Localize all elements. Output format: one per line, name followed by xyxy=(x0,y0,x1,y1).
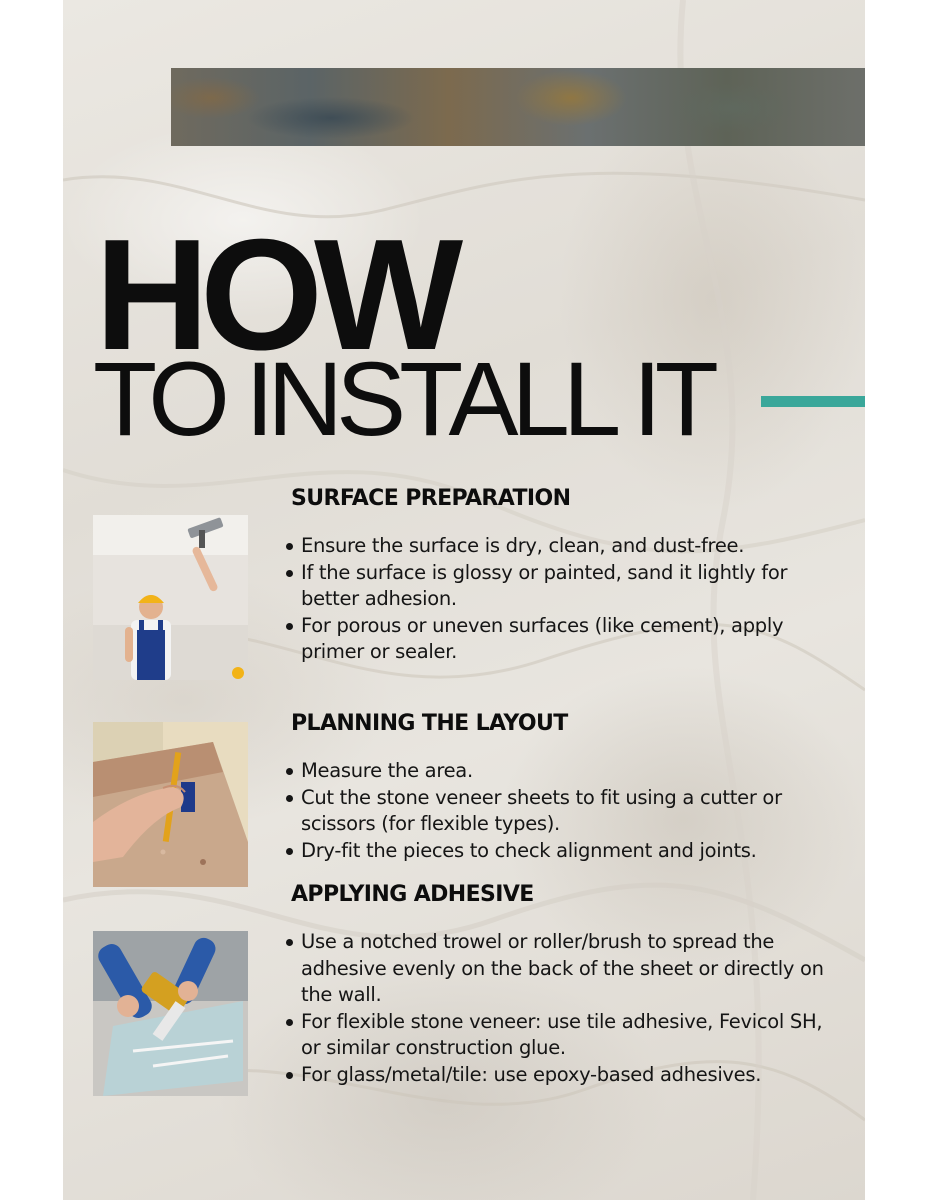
list-item: For glass/metal/tile: use epoxy-based adhesives. xyxy=(283,1062,843,1089)
list-item: Use a notched trowel or roller/brush to spread the adhesive evenly on the back of the sheet or directly on the wall. xyxy=(283,929,843,1009)
slate-stone-banner xyxy=(171,68,865,146)
hand-marking-wall-with-pencil-photo xyxy=(93,722,248,887)
section-heading-applying-adhesive: APPLYING ADHESIVE xyxy=(291,882,534,907)
list-item: Ensure the surface is dry, clean, and dust-free. xyxy=(283,533,843,560)
planning-layout-list xyxy=(283,758,843,864)
applying-adhesive-list xyxy=(283,929,843,1088)
list-item: If the surface is glossy or painted, sand it lightly for better adhesion. xyxy=(283,560,843,613)
list-item: Dry-fit the pieces to check alignment and joints. xyxy=(283,838,843,865)
worker-plastering-ceiling-photo xyxy=(93,515,248,680)
list-item: For porous or uneven surfaces (like cement), apply primer or sealer. xyxy=(283,613,843,666)
accent-line xyxy=(761,396,865,407)
list-item: For flexible stone veneer: use tile adhesive, Fevicol SH, or similar construction glue. xyxy=(283,1009,843,1062)
surface-preparation-list xyxy=(283,533,843,666)
caulk-gun-applying-adhesive-photo xyxy=(93,931,248,1096)
title-line-how: HOW xyxy=(95,207,455,383)
title-line-install: TO INSTALL IT xyxy=(93,341,712,458)
document-page xyxy=(63,0,865,1200)
list-item: Cut the stone veneer sheets to fit using a cutter or scissors (for flexible types). xyxy=(283,785,843,838)
list-item: Measure the area. xyxy=(283,758,843,785)
section-heading-surface-preparation: SURFACE PREPARATION xyxy=(291,486,571,511)
section-heading-planning-layout: PLANNING THE LAYOUT xyxy=(291,711,568,736)
